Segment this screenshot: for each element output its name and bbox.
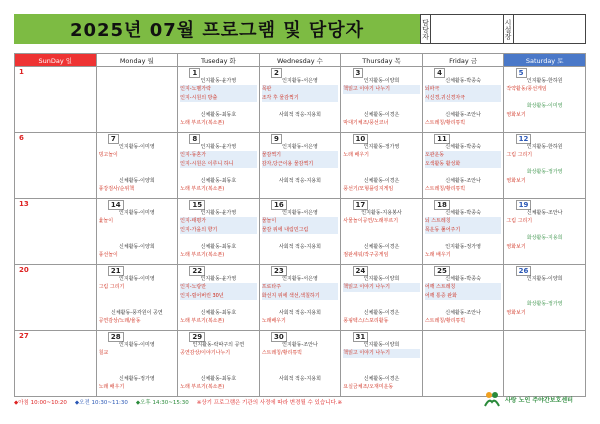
calendar-day-cell[interactable] <box>341 67 423 133</box>
day-number: 4 <box>434 68 445 78</box>
activity-line: 책읽고 이야기 나누기 <box>343 85 420 93</box>
footer-pm: ◆오후 14:30~15:30 <box>135 400 189 406</box>
activity-line: 인지-노벨가락 <box>180 85 257 93</box>
calendar-week-row <box>15 67 586 133</box>
activity-line: 신체활동-이경은 <box>363 111 400 118</box>
calendar-week-row <box>15 199 586 265</box>
day-number: 9 <box>271 134 282 144</box>
activity-lines <box>343 275 420 325</box>
footer-morning: ◆아침 10:00~10:20 <box>14 400 67 406</box>
activity-line: 인지활동-서은영 <box>282 144 318 150</box>
activity-line <box>262 102 339 110</box>
calendar-day-cell[interactable] <box>422 265 504 331</box>
day-number: 29 <box>189 332 205 342</box>
activity-line: 인지-태평가 <box>180 217 257 225</box>
activity-line <box>506 226 583 234</box>
activity-line: 인지활동-이미영 <box>119 210 155 216</box>
activity-line: 신체활동-조안나 <box>445 309 481 316</box>
activity-line: 시신경,귀신경자극 <box>425 94 502 102</box>
day-number: 2 <box>271 68 282 78</box>
activity-line: 신체활동-이경은 <box>363 309 400 316</box>
activity-lines <box>425 77 502 127</box>
calendar-day-cell[interactable] <box>96 133 178 199</box>
activity-line <box>262 358 339 366</box>
day-number: 14 <box>108 200 124 210</box>
activity-line: 인지활동-락따구의 공연 <box>192 342 245 348</box>
activity-line <box>343 160 420 168</box>
activity-line: 인지-시원의 방출 <box>180 94 257 102</box>
activity-line <box>99 300 176 308</box>
activity-line: 풍선기/모형플링지게임 <box>343 186 394 193</box>
activity-line: 퐁핑텍스/스포리활동 <box>343 318 389 325</box>
footer-schedule <box>14 398 342 406</box>
activity-line: 영화보기 <box>506 309 526 316</box>
activity-lines <box>262 77 339 127</box>
activity-lines <box>343 341 420 391</box>
activity-line: 인지활동-윤가영 <box>200 276 237 282</box>
activity-line: 노래 배우기 <box>98 384 125 391</box>
activity-line: 화상활동-정가영 <box>526 169 563 176</box>
activity-line <box>506 160 583 168</box>
activity-line: 노래 부르기(복소폰) <box>180 186 225 193</box>
footer-am: ◆오전 10:30~11:30 <box>74 400 128 406</box>
activity-lines <box>99 143 176 193</box>
activity-line: 화선지 위에 색선,색칠하기 <box>262 292 339 300</box>
activity-line <box>425 300 502 308</box>
activity-line: 인지활동-서은영 <box>282 78 318 84</box>
activity-line: 신체활동-박종숙 <box>445 78 481 84</box>
footer-note: ※상기 프로그램은 기관의 사정에 따라 변경될 수 있습니다.※ <box>196 400 343 406</box>
activity-line: 사회적 적응-지용희 <box>278 111 321 118</box>
activity-line: 뇌파극 <box>425 85 502 93</box>
activity-line: 사회적 적응-지용희 <box>278 375 321 382</box>
activity-line: 인지활동-한하원 <box>526 78 563 84</box>
activity-lines <box>99 209 176 259</box>
activity-line: 신체활동-이경은 <box>363 243 400 250</box>
calendar-day-cell[interactable] <box>15 331 97 397</box>
activity-line: 인지활동-서은영 <box>282 210 318 216</box>
day-number: 1 <box>19 68 24 76</box>
activity-line <box>343 226 420 234</box>
calendar-day-cell[interactable] <box>259 331 341 397</box>
activity-line: 노래 부르기(복소폰) <box>180 120 225 127</box>
day-number: 23 <box>271 266 287 276</box>
activity-line: 노래 배우기 <box>343 152 369 159</box>
calendar-table <box>14 53 586 397</box>
weekday-header: Monday 월 <box>96 54 178 67</box>
calendar-day-cell[interactable] <box>96 199 178 265</box>
activity-lines <box>343 143 420 193</box>
day-number: 10 <box>353 134 369 144</box>
calendar-day-cell[interactable] <box>504 199 586 265</box>
logo-text: 사랑 노인 주야간보호센터 <box>505 396 573 404</box>
activity-line: 인지활동-조안나 <box>282 342 318 348</box>
activity-line: 스트레칭/황리튜빅 <box>424 186 466 193</box>
activity-line: 요실금체조/오재미운동 <box>343 384 394 391</box>
activity-lines <box>506 275 583 325</box>
activity-line: 영화보기 <box>506 243 526 250</box>
activity-line: 신체활동-이양희 <box>119 243 155 250</box>
calendar-day-cell[interactable] <box>504 265 586 331</box>
calendar-day-cell[interactable] <box>96 265 178 331</box>
activity-line: 물감찍기 <box>262 151 339 159</box>
activity-line: 신체활동-조안나 <box>445 111 481 118</box>
activity-line <box>506 119 583 127</box>
activity-line: 인지-시원은 이루니 하니 <box>180 160 257 168</box>
activity-line: 인지-동혼가 <box>180 151 257 159</box>
calendar-day-cell[interactable] <box>178 67 260 133</box>
activity-line: 영화보기 <box>506 111 526 118</box>
calendar-day-cell[interactable] <box>178 265 260 331</box>
weekday-header: Tuseday 화 <box>178 54 260 67</box>
activity-lines <box>262 143 339 193</box>
activity-line: 사회적 적응-지용희 <box>278 309 321 316</box>
calendar-day-cell[interactable] <box>15 265 97 331</box>
activity-line <box>506 185 583 193</box>
activity-lines <box>506 77 583 127</box>
activity-line <box>343 366 420 374</box>
activity-lines <box>262 209 339 259</box>
activity-line: 인지활동-이양희 <box>363 78 400 84</box>
activity-line: 인지활동-서은영 <box>282 276 318 282</box>
activity-line: 그림 그리기 <box>506 152 533 159</box>
day-number: 13 <box>19 200 29 208</box>
sign-cell-manager[interactable] <box>431 15 504 43</box>
activity-line: 목판 <box>262 85 339 93</box>
activity-line: 신체활동-최동호 <box>200 375 237 382</box>
day-number: 24 <box>353 266 369 276</box>
activity-lines <box>425 275 502 325</box>
day-number: 16 <box>271 200 287 210</box>
activity-line <box>99 234 176 242</box>
activity-line <box>99 160 176 168</box>
activity-line: 신체활동-최동호 <box>200 243 237 250</box>
activity-lines <box>180 341 257 391</box>
activity-line <box>262 383 339 391</box>
calendar-day-cell[interactable] <box>422 331 504 397</box>
activity-line: 프로타주 <box>262 283 339 291</box>
activity-line: 스트레칭/황리튜빅 <box>424 120 466 127</box>
activity-line: 신체활동-정가영 <box>119 375 155 382</box>
activity-line: 인지활동-지용봉사 <box>361 210 402 216</box>
activity-line: 화상활동-정가영 <box>526 301 563 308</box>
day-number: 11 <box>434 134 450 144</box>
activity-line: 신체활동-최동호 <box>200 309 237 316</box>
activity-line: 신체활동-풍각원이 공연 <box>110 309 163 316</box>
activity-line <box>343 292 420 300</box>
calendar-day-cell[interactable] <box>96 331 178 397</box>
activity-line: 사물놀이공연/노래부르기 <box>343 218 399 225</box>
calendar-week-row <box>15 331 586 397</box>
activity-line: 인지활동-이미영 <box>119 276 155 282</box>
activity-line: 작약활동/풍선게임 <box>506 86 547 93</box>
activity-line: 점판세워/작구공게임 <box>343 252 389 259</box>
calendar-day-cell[interactable] <box>178 331 260 397</box>
activity-line: 신체활동-박종숙 <box>445 144 481 150</box>
activity-lines <box>180 77 257 127</box>
activity-line: 책읽고 이야기 나누기 <box>343 283 420 291</box>
activity-lines <box>506 209 583 259</box>
activity-line: 뇌 스트레칭 <box>425 217 502 225</box>
activity-lines <box>180 209 257 259</box>
activity-lines <box>506 143 583 193</box>
activity-line: 그림 그리기 <box>506 218 533 225</box>
calendar-body <box>15 67 586 397</box>
activity-line: 신체활동-박종숙 <box>445 276 481 282</box>
activity-lines <box>99 275 176 325</box>
activity-line: 윷놀이 <box>98 218 114 225</box>
activity-line <box>506 292 583 300</box>
activity-line <box>262 300 339 308</box>
activity-line <box>262 366 339 374</box>
calendar-day-cell[interactable] <box>15 199 97 265</box>
activity-lines <box>425 143 502 193</box>
activity-line: 스트레칭/황리튜빅 <box>261 350 303 357</box>
weekday-header: Wednesday 수 <box>259 54 341 67</box>
calendar-day-cell[interactable] <box>178 199 260 265</box>
activity-line: 풍선놀이 <box>98 252 118 259</box>
activity-line <box>506 283 583 291</box>
day-number: 22 <box>189 266 205 276</box>
calendar-day-cell[interactable] <box>422 67 504 133</box>
activity-line <box>262 251 339 259</box>
day-number: 28 <box>108 332 124 342</box>
calendar-day-cell[interactable] <box>178 133 260 199</box>
calendar-day-cell[interactable] <box>341 331 423 397</box>
calendar-week-row <box>15 265 586 331</box>
activity-line: 공연감상/노래/율동 <box>98 318 141 325</box>
signature-box <box>420 14 586 44</box>
activity-line <box>343 234 420 242</box>
sign-label-director: 시설장 <box>504 15 514 43</box>
activity-line: 노래 부르기(복소폰) <box>180 384 225 391</box>
activity-line: 인지활동-윤가영 <box>200 210 237 216</box>
activity-line: 인지-가을의 향기 <box>180 226 257 234</box>
activity-line <box>506 251 583 259</box>
activity-line: 신체활동-최동호 <box>200 177 237 184</box>
activity-line: 인지활동-정가영 <box>445 243 481 250</box>
activity-lines <box>343 209 420 259</box>
activity-line <box>343 300 420 308</box>
activity-line: 인지활동-이양희 <box>363 342 400 348</box>
sign-label-manager: 담당자 <box>421 15 431 43</box>
activity-line: 사회적 적응-지용희 <box>278 243 321 250</box>
activity-line <box>99 358 176 366</box>
activity-line: 노래배우기 <box>261 318 286 325</box>
calendar-day-cell[interactable] <box>341 265 423 331</box>
activity-line <box>343 94 420 102</box>
activity-line: 신체활동-조안나 <box>445 177 481 184</box>
activity-line: 풍강검사/순위책 <box>98 186 135 193</box>
activity-line: 신체활동-이경은 <box>363 177 400 184</box>
activity-lines <box>180 275 257 325</box>
day-number: 20 <box>19 266 29 274</box>
calendar-day-cell[interactable] <box>259 133 341 199</box>
calendar-day-cell[interactable] <box>259 67 341 133</box>
activity-line: 영화보기 <box>506 177 526 184</box>
weekday-header: SunDay 일 <box>15 54 97 67</box>
calendar-day-cell[interactable] <box>422 133 504 199</box>
activity-line: 인지활동-정가영 <box>363 144 400 150</box>
day-number: 7 <box>108 134 119 144</box>
activity-line <box>99 168 176 176</box>
activity-line <box>180 234 257 242</box>
activity-lines <box>262 275 339 325</box>
activity-line: 조각 후 물감찍기 <box>262 94 339 102</box>
activity-line: 빙고놀이 <box>98 152 118 159</box>
calendar-day-cell[interactable] <box>341 199 423 265</box>
day-number: 26 <box>516 266 532 276</box>
activity-lines <box>343 77 420 127</box>
activity-lines <box>262 341 339 391</box>
day-number: 27 <box>19 332 29 340</box>
logo-icon <box>482 389 502 409</box>
center-logo <box>482 389 586 409</box>
activity-line: 책읽고 이야기 나누기 <box>343 349 420 357</box>
activity-line: 화상활동-이미영 <box>526 103 563 110</box>
activity-line: 인지활동-이미영 <box>119 342 155 348</box>
activity-line: 감자,당근이용 물감찍기 <box>262 160 339 168</box>
activity-line: 그림 그리기 <box>98 284 125 291</box>
activity-lines <box>180 143 257 193</box>
activity-line <box>180 168 257 176</box>
weekday-header: Saturday 토 <box>504 54 586 67</box>
day-number: 17 <box>353 200 369 210</box>
activity-line <box>343 168 420 176</box>
activity-line: 물감 위에 내림민그림 <box>262 226 339 234</box>
activity-line: 인지활동-이미영 <box>119 144 155 150</box>
activity-line <box>506 94 583 102</box>
activity-line: 인지활동-한하원 <box>526 144 563 150</box>
activity-line <box>99 366 176 374</box>
weekday-header: Thursday 목 <box>341 54 423 67</box>
day-number: 31 <box>353 332 369 342</box>
day-number: 5 <box>516 68 527 78</box>
activity-line: 화상활동-지용희 <box>526 235 563 242</box>
activity-line <box>262 119 339 127</box>
day-number: 15 <box>189 200 205 210</box>
activity-line <box>180 358 257 366</box>
weekday-header: Friday 금 <box>422 54 504 67</box>
activity-lines <box>99 341 176 391</box>
calendar-day-cell[interactable] <box>15 67 97 133</box>
activity-line: 오색활동 활성화 <box>425 160 502 168</box>
day-number: 8 <box>189 134 200 144</box>
page-title: 2025년 07월 프로그램 및 담당자 <box>14 14 420 44</box>
activity-line <box>425 168 502 176</box>
activity-line: 오관운동 <box>425 151 502 159</box>
activity-line <box>99 292 176 300</box>
activity-line <box>343 102 420 110</box>
calendar-week-row <box>15 133 586 199</box>
activity-line: 노래 부르기(복소폰) <box>180 318 225 325</box>
activity-line: 인지활동-윤가영 <box>200 78 237 84</box>
day-number: 18 <box>434 200 450 210</box>
activity-line <box>180 102 257 110</box>
calendar-day-cell[interactable] <box>504 133 586 199</box>
activity-line: 신체활동-최동호 <box>200 111 237 118</box>
day-number: 1 <box>189 68 200 78</box>
activity-line: 막대기체조/풍선코너 <box>343 120 389 127</box>
activity-lines <box>425 209 502 259</box>
activity-line: 신체활동-이경은 <box>363 375 400 382</box>
weekday-header-row <box>15 54 586 67</box>
calendar-day-cell[interactable] <box>504 331 586 397</box>
day-number: 30 <box>271 332 287 342</box>
calendar-day-cell[interactable] <box>15 133 97 199</box>
calendar-day-cell[interactable] <box>422 199 504 265</box>
activity-line <box>262 234 339 242</box>
activity-line: 인지활동-이양희 <box>526 276 563 282</box>
activity-line <box>180 300 257 308</box>
activity-line <box>506 317 583 325</box>
day-number: 12 <box>516 134 532 144</box>
activity-line: 노래 부르기(복소폰) <box>180 252 225 259</box>
day-number: 21 <box>108 266 124 276</box>
day-number: 3 <box>353 68 364 78</box>
calendar-day-cell[interactable] <box>504 67 586 133</box>
activity-line: 사회적 적응-지용희 <box>278 177 321 184</box>
day-number: 6 <box>19 134 24 142</box>
activity-line: 스트레칭/황리튜빅 <box>424 318 466 325</box>
activity-line <box>180 366 257 374</box>
activity-line: 목운동 풀어주기 <box>425 226 502 234</box>
activity-line: 신체활동-박종숙 <box>445 210 481 216</box>
activity-line: 인지활동-이양희 <box>363 276 400 282</box>
activity-line <box>99 226 176 234</box>
activity-line <box>343 358 420 366</box>
activity-line: 물놀이 <box>262 217 339 225</box>
activity-line: 노래 배우기 <box>424 252 451 259</box>
activity-line: 인지-노랑만 <box>180 283 257 291</box>
activity-line: 인지-릴어버린 30년 <box>180 292 257 300</box>
activity-line: 어깨 통증 완화 <box>425 292 502 300</box>
activity-line: 인지활동-윤가영 <box>200 144 237 150</box>
calendar-day-cell[interactable] <box>341 133 423 199</box>
calendar-day-cell[interactable] <box>259 265 341 331</box>
sign-cell-director[interactable] <box>514 15 586 43</box>
calendar-day-cell[interactable] <box>259 199 341 265</box>
activity-line: 신체활동-이양희 <box>119 177 155 184</box>
activity-line: 어깨 스트레칭 <box>425 283 502 291</box>
activity-line <box>425 102 502 110</box>
calendar-day-cell[interactable] <box>96 67 178 133</box>
activity-line <box>425 234 502 242</box>
activity-line <box>262 185 339 193</box>
day-number: 25 <box>434 266 450 276</box>
activity-line: 신체활동-조안나 <box>526 210 563 216</box>
activity-line: 공연감상/이야기나누기 <box>180 350 231 357</box>
activity-line: 칠교 <box>98 350 109 357</box>
day-number: 19 <box>516 200 532 210</box>
activity-line <box>262 168 339 176</box>
